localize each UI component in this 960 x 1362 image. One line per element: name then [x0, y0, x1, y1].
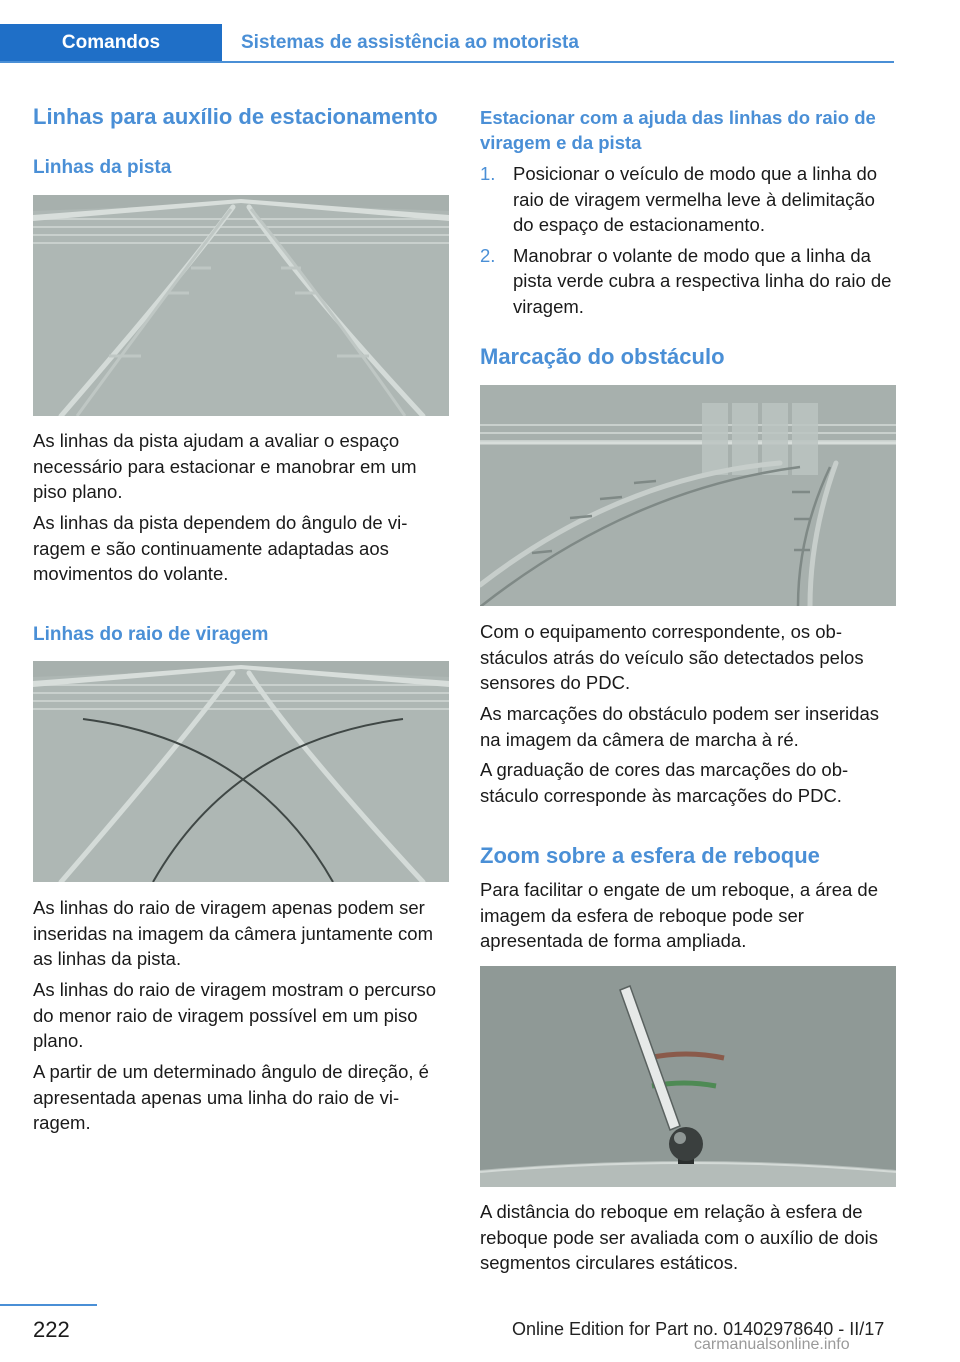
lane-lines-image [33, 195, 449, 416]
page-header [0, 0, 960, 62]
paragraph-turning-radius-3: A partir de um determinado ângulo de direção, é apresentada apenas uma linha do raio de viragem. [33, 1061, 429, 1133]
chapter-tab[interactable]: Comandos [0, 24, 222, 61]
subtitle-lane-lines: Linhas da pista [33, 157, 172, 178]
section-title-obstacle-marking: Marcação do obstáculo [480, 344, 725, 369]
site-watermark: carmanualsonline.info [694, 1336, 850, 1353]
paragraph-obstacle-3: A graduação de cores das marcações do obstáculo corresponde às marcações do PDC. [480, 759, 849, 806]
step-number: 1. [480, 163, 496, 184]
step-text: Manobrar o volante de modo que a linha da pista verde cubra a respectiva linha do raio de viragem. [513, 244, 892, 317]
subtitle-turning-radius: Linhas do raio de viragem [33, 624, 269, 645]
tow-ball-image [480, 966, 896, 1187]
section-tab[interactable]: Sistemas de assistência ao motorista [241, 31, 579, 53]
paragraph-obstacle-2: As marcações do obstáculo podem ser inseridas na imagem da câmera de marcha à ré. [480, 703, 879, 750]
figure-obstacle-marking [480, 385, 895, 606]
paragraph-tow-ball-2: A distância do reboque em relação à esfera de reboque pode ser avaliada com o auxílio de dois segmentos circulares estáticos. [480, 1201, 879, 1273]
paragraph-tow-ball-1: Para facilitar o engate de um reboque, a área de imagem da esfera de reboque pode ser apresentada de forma ampliada. [480, 879, 879, 951]
obstacle-marking-image [480, 385, 896, 606]
turning-radius-image [33, 661, 449, 882]
header-divider [0, 61, 894, 63]
step-number: 2. [480, 244, 496, 266]
step-text: Posicionar o veículo de modo que a linha do raio de viragem vermelha leve à delimitação do espaço de estacionamento. [513, 163, 878, 235]
figure-tow-ball-zoom [480, 966, 895, 1187]
subtitle-parking-with-lines: Estacionar com a ajuda das linhas do raio de viragem e da pista [480, 107, 876, 153]
list-item [480, 243, 896, 320]
figure-turning-radius [33, 661, 449, 882]
section-title-parking-lines: Linhas para auxílio de estacionamento [33, 104, 438, 129]
paragraph-lane-lines-2: As linhas da pista dependem do ângulo de viragem e são continuamente adaptadas aos movimentos do volante. [33, 512, 408, 584]
page-number: 222 [33, 1317, 70, 1342]
section-title-tow-ball-zoom: Zoom sobre a esfera de reboque [480, 843, 820, 868]
footer-divider [0, 1304, 97, 1306]
edition-note: Online Edition for Part no. 01402978640 - II/17 [512, 1319, 885, 1339]
paragraph-obstacle-1: Com o equipamento correspondente, os obstáculos atrás do veículo são detectados pelos sensores do PDC. [480, 621, 864, 693]
paragraph-turning-radius-2: As linhas do raio de viragem mostram o percurso do menor raio de viragem possível em um piso plano. [33, 979, 437, 1051]
list-item [480, 161, 896, 238]
paragraph-turning-radius-1: As linhas do raio de viragem apenas podem ser inseridas na imagem da câmera juntamente com as linhas da pista. [33, 897, 433, 969]
figure-lane-lines [33, 195, 449, 416]
parking-steps-list [480, 161, 896, 324]
paragraph-lane-lines-1: As linhas da pista ajudam a avaliar o espaço necessário para estacionar e manobrar em um piso plano. [33, 430, 417, 502]
